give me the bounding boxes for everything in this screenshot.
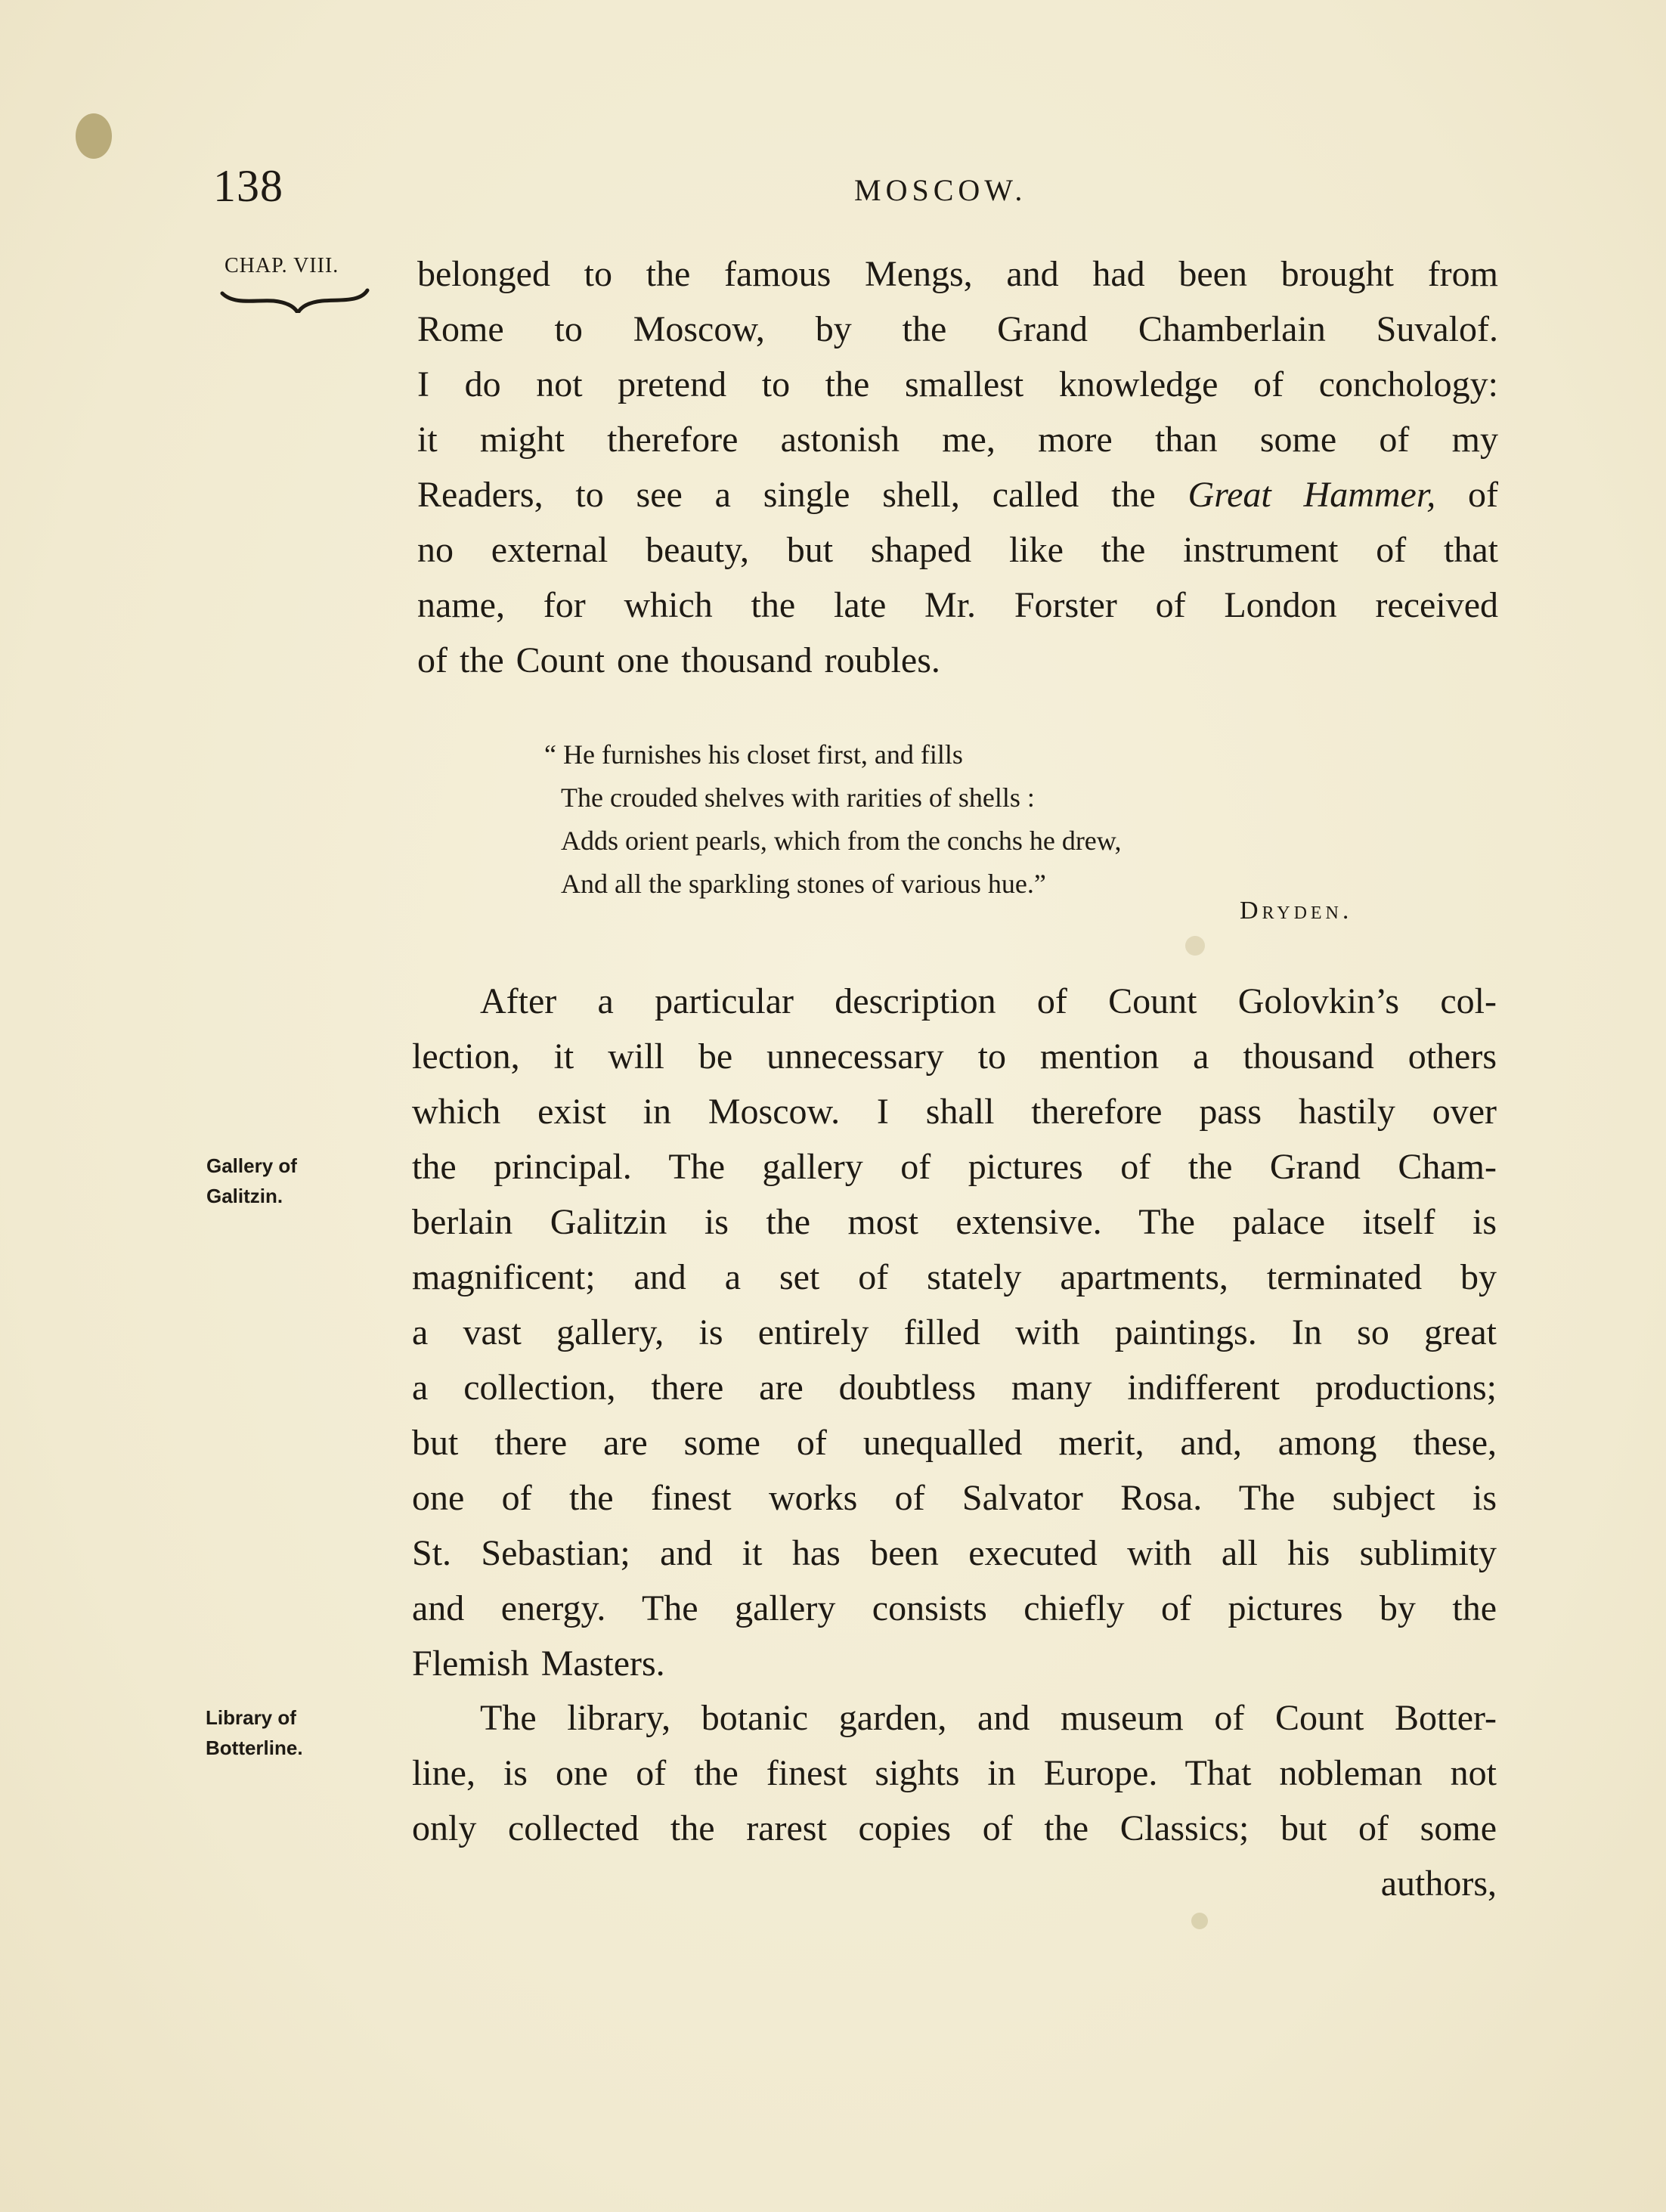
text-line: the principal. The gallery of pictures of the Grand Cham- <box>412 1147 1497 1187</box>
text-line: I do not pretend to the smallest knowledge of conchology: <box>417 364 1498 404</box>
text-line: it might therefore astonish me, more than some of my <box>417 420 1498 460</box>
paragraph-3 <box>412 1690 1497 1911</box>
verse-line: “ He furnishes his closet first, and fills <box>544 739 963 770</box>
text-line: a vast gallery, is entirely filled with paintings. In so great <box>412 1312 1497 1352</box>
catchword: authors, <box>1380 1863 1497 1904</box>
foxing-spot <box>76 113 112 159</box>
chapter-ornament-icon <box>219 283 370 313</box>
text-line: no external beauty, but shaped like the instrument of that <box>417 530 1498 570</box>
verse-line: And all the sparkling stones of various hue.” <box>561 869 1046 899</box>
text-line: magnificent; and a set of stately apartments, terminated by <box>412 1257 1497 1297</box>
paragraph-2 <box>412 974 1497 1691</box>
marginal-note-gallery <box>206 1151 297 1211</box>
marginal-note-library <box>206 1702 303 1763</box>
italic-term: Great Hammer, <box>1188 475 1436 515</box>
text-fragment: Readers, to see a single shell, called the <box>417 475 1156 515</box>
text-line: but there are some of unequalled merit, and, among these, <box>412 1423 1497 1463</box>
text-line: of the Count one thousand roubles. <box>417 640 940 680</box>
text-fragment: of <box>1468 475 1499 515</box>
paragraph-1 <box>417 246 1498 688</box>
text-line: The library, botanic garden, and museum of Count Botter- <box>480 1698 1497 1738</box>
marginal-note-line: Botterline. <box>206 1736 303 1759</box>
marginal-note-line: Gallery of <box>206 1154 297 1177</box>
text-line: Flemish Masters. <box>412 1644 665 1684</box>
text-line: only collected the rarest copies of the Classics; but of some <box>412 1808 1497 1848</box>
text-line: St. Sebastian; and it has been executed with all his sublimity <box>412 1533 1497 1573</box>
running-title: MOSCOW. <box>854 173 1027 207</box>
text-line: belonged to the famous Mengs, and had been brought from <box>417 254 1498 294</box>
verse-quotation <box>544 733 1345 906</box>
page-number: 138 <box>213 161 283 211</box>
text-line: line, is one of the finest sights in Europe. That nobleman not <box>412 1753 1497 1793</box>
text-line: which exist in Moscow. I shall therefore pass hastily over <box>412 1092 1497 1132</box>
verse-line: The crouded shelves with rarities of shells : <box>561 782 1035 813</box>
text-line: one of the finest works of Salvator Rosa. The subject is <box>412 1478 1497 1518</box>
text-line-with-italic <box>417 467 1498 522</box>
foxing-spot <box>1185 936 1205 956</box>
marginal-note-line: Library of <box>206 1706 296 1729</box>
text-line: and energy. The gallery consists chiefly of pictures by the <box>412 1588 1497 1628</box>
text-line: berlain Galitzin is the most extensive. The palace itself is <box>412 1202 1497 1242</box>
chapter-label: CHAP. VIII. <box>225 254 339 277</box>
text-line: name, for which the late Mr. Forster of London received <box>417 585 1498 625</box>
text-line: After a particular description of Count Golovkin’s col- <box>480 981 1497 1021</box>
foxing-spot <box>1191 1913 1208 1929</box>
marginal-note-line: Galitzin. <box>206 1185 283 1207</box>
verse-line: Adds orient pearls, which from the conchs he drew, <box>561 826 1122 856</box>
text-line: lection, it will be unnecessary to mention a thousand others <box>412 1036 1497 1077</box>
text-line: a collection, there are doubtless many indifferent productions; <box>412 1368 1497 1408</box>
quotation-attribution: Dryden. <box>1240 897 1353 925</box>
text-line: Rome to Moscow, by the Grand Chamberlain Suvalof. <box>417 309 1498 349</box>
